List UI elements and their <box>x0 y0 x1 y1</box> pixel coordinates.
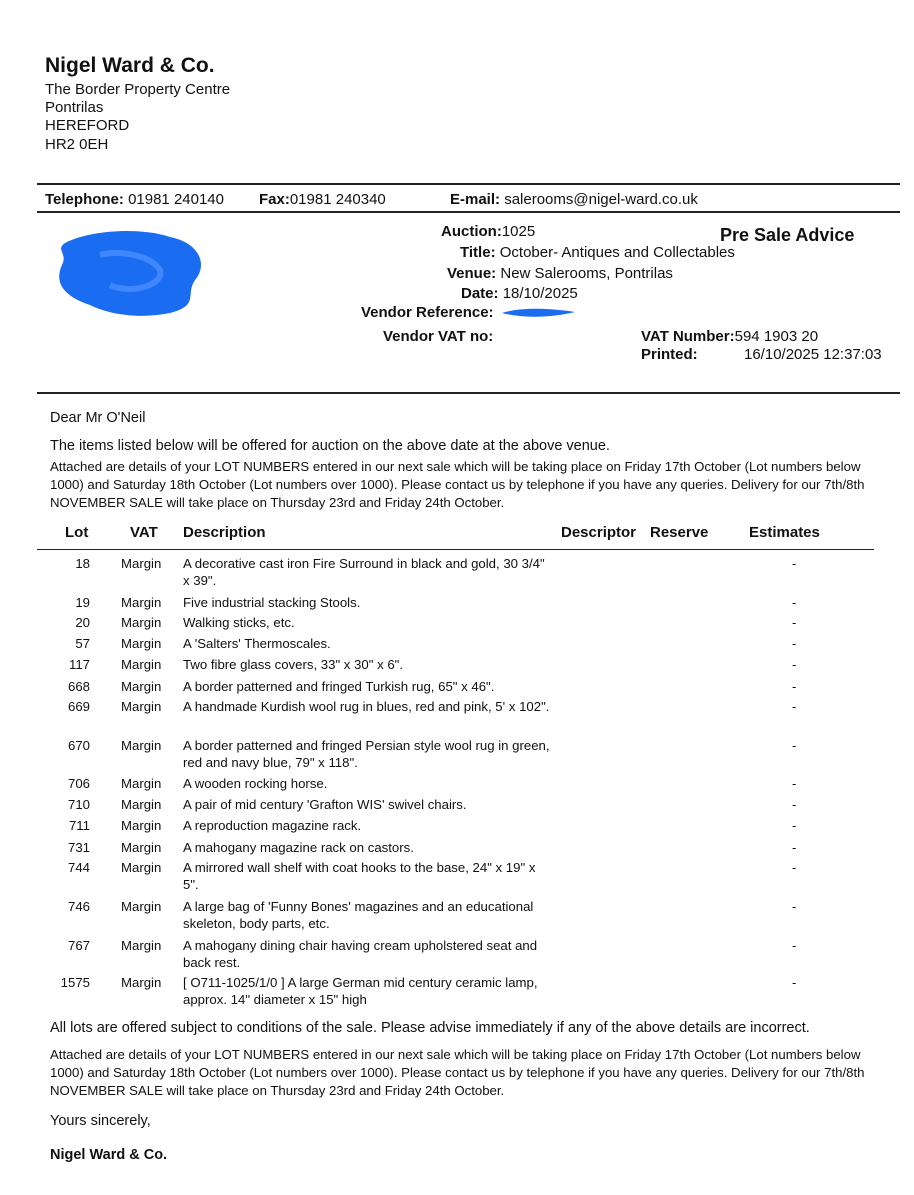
table-row <box>0 737 914 775</box>
vat-type: Margin <box>121 679 162 694</box>
venue-label: Venue: <box>447 265 497 282</box>
lot-description: A 'Salters' Thermoscales. <box>183 636 331 651</box>
header-divider <box>37 392 900 394</box>
vat-type: Margin <box>121 699 162 714</box>
top-divider <box>37 183 900 185</box>
table-row <box>0 817 914 839</box>
lot-number: 1575 <box>60 975 90 990</box>
lot-description: A border patterned and fringed Turkish rug, 65" x 46". <box>183 679 495 694</box>
vat-type: Margin <box>121 899 162 914</box>
lot-description: A mahogany magazine rack on castors. <box>183 840 414 855</box>
salutation: Dear Mr O'Neil <box>50 410 146 426</box>
lot-number: 117 <box>68 657 90 672</box>
vat-type: Margin <box>121 818 162 833</box>
vat-type: Margin <box>121 556 162 571</box>
lot-estimate: - <box>792 938 797 953</box>
vendor-reference-label: Vendor Reference: <box>361 304 494 321</box>
printed-value: 16/10/2025 12:37:03 <box>744 346 882 363</box>
lot-estimate: - <box>792 860 797 875</box>
lot-estimate: - <box>792 738 797 753</box>
vat-type: Margin <box>121 975 162 990</box>
lot-estimate: - <box>792 818 797 833</box>
lot-estimate: - <box>792 776 797 791</box>
lot-number: 669 <box>67 699 90 714</box>
lot-estimate: - <box>792 615 797 630</box>
venue <box>447 265 673 282</box>
document-title: Pre Sale Advice <box>720 225 855 245</box>
lot-description: A mirrored wall shelf with coat hooks to the base, 24" x 19" x 5". <box>183 860 536 892</box>
lot-description: Five industrial stacking Stools. <box>183 595 361 610</box>
sale-title-value: October- Antiques and Collectables <box>499 244 735 261</box>
vat-type: Margin <box>121 860 162 875</box>
date <box>461 285 578 302</box>
sale-title <box>460 244 735 261</box>
vat-type: Margin <box>121 595 162 610</box>
lot-number: 20 <box>75 615 90 630</box>
address-line-1: The Border Property Centre <box>45 81 231 98</box>
column-header-lot: Lot <box>65 524 89 541</box>
auction-value: 1025 <box>501 223 536 240</box>
date-value: 18/10/2025 <box>502 285 578 302</box>
table-row <box>0 796 914 817</box>
email-value: salerooms@nigel-ward.co.uk <box>504 191 698 208</box>
lot-description: Walking sticks, etc. <box>183 615 295 630</box>
closing: Yours sincerely, <box>50 1113 151 1129</box>
details-text: Attached are details of your LOT NUMBERS entered in our next sale which will be taking place on Friday 17th October (Lot numbers below 1000) and Saturday 18th October (Lot numbers over 1000). Please contact us by telephone if you have any queries. Delivery for our 7th/8th NOVEMBER SALE will take place on Thursday 23rd and Friday 24th October. <box>50 459 865 510</box>
lot-estimate: - <box>792 556 797 571</box>
address-line-3: HEREFORD <box>45 117 130 134</box>
lot-estimate: - <box>792 797 797 812</box>
lot-estimate: - <box>792 840 797 855</box>
vat-type: Margin <box>121 636 162 651</box>
lot-description: A border patterned and fringed Persian style wool rug in green, red and navy blue, 79" x 118". <box>183 738 550 770</box>
auction <box>441 223 535 240</box>
table-row <box>0 678 914 698</box>
lot-description: A reproduction magazine rack. <box>183 818 362 833</box>
intro-text: The items listed below will be offered for auction on the above date at the above venue. <box>50 438 610 454</box>
venue-value: New Salerooms, Pontrilas <box>500 265 673 282</box>
table-row <box>0 898 914 937</box>
table-row <box>0 698 914 737</box>
lot-estimate: - <box>792 679 797 694</box>
column-header-vat: VAT <box>130 524 158 541</box>
lot-description: A wooden rocking horse. <box>183 776 328 791</box>
vat-type: Margin <box>121 797 162 812</box>
table-row <box>0 839 914 859</box>
conditions-text: All lots are offered subject to conditions of the sale. Please advise immediately if any of the above details are incorrect. <box>50 1020 810 1036</box>
lot-estimate: - <box>792 899 797 914</box>
lot-number: 710 <box>67 797 90 812</box>
company-name: Nigel Ward & Co. <box>45 54 215 77</box>
vendor-vat-label: Vendor VAT no: <box>383 328 494 345</box>
lot-estimate: - <box>792 636 797 651</box>
vat-number <box>641 328 818 345</box>
lot-number: 767 <box>67 938 90 953</box>
vat-type: Margin <box>121 776 162 791</box>
date-label: Date: <box>461 285 499 302</box>
auction-label: Auction: <box>441 223 502 240</box>
lot-number: 731 <box>67 840 90 855</box>
vat-type: Margin <box>121 615 162 630</box>
lot-estimate: - <box>792 975 797 990</box>
vat-type: Margin <box>121 938 162 953</box>
lot-number: 19 <box>75 595 90 610</box>
email <box>450 191 698 208</box>
column-header-reserve: Reserve <box>650 524 709 541</box>
sale-title-label: Title: <box>460 244 496 261</box>
table-row <box>0 859 914 898</box>
email-label: E-mail: <box>450 191 501 208</box>
lot-number: 670 <box>67 738 90 753</box>
table-row <box>0 594 914 614</box>
table-row <box>0 614 914 635</box>
printed-label: Printed: <box>641 346 698 363</box>
lot-description: A large bag of 'Funny Bones' magazines and an educational skeleton, body parts, etc. <box>183 899 534 931</box>
vat-type: Margin <box>121 840 162 855</box>
lot-number: 706 <box>67 776 90 791</box>
lot-number: 18 <box>75 556 90 571</box>
footer-details-text: Attached are details of your LOT NUMBERS entered in our next sale which will be taking place on Friday 17th October (Lot numbers below 1000) and Saturday 18th October (Lot numbers over 1000). Please contact us by telephone if you have any queries. Delivery for our 7th/8th NOVEMBER SALE will take place on Thursday 23rd and Friday 24th October. <box>50 1047 865 1098</box>
vat-number-label: VAT Number: <box>641 328 735 345</box>
lot-number: 746 <box>67 899 90 914</box>
lot-number: 711 <box>68 818 90 833</box>
lot-description: A decorative cast iron Fire Surround in black and gold, 30 3/4" x 39". <box>183 556 545 588</box>
lot-number: 668 <box>67 679 90 694</box>
lot-description: Two fibre glass covers, 33" x 30" x 6". <box>183 657 404 672</box>
vat-type: Margin <box>121 657 162 672</box>
table-row <box>0 775 914 796</box>
telephone-value: 01981 240140 <box>128 191 224 208</box>
contact-divider <box>37 211 900 213</box>
address-line-4: HR2 0EH <box>45 136 109 153</box>
lot-description: A handmade Kurdish wool rug in blues, red and pink, 5' x 102". <box>183 699 550 714</box>
vendor-reference <box>361 304 494 321</box>
table-header-divider <box>37 549 874 550</box>
column-header-estimates: Estimates <box>749 524 820 541</box>
telephone-label: Telephone: <box>45 191 124 208</box>
table-row <box>0 937 914 974</box>
table-row <box>0 974 914 1012</box>
vendor-vat <box>383 328 493 345</box>
lot-estimate: - <box>792 657 797 672</box>
lot-number: 744 <box>67 860 90 875</box>
lot-estimate: - <box>792 595 797 610</box>
telephone <box>45 191 224 208</box>
lot-number: 57 <box>75 636 90 651</box>
lot-description: A mahogany dining chair having cream upholstered seat and back rest. <box>183 938 538 970</box>
column-header-description: Description <box>183 524 266 541</box>
table-row <box>0 635 914 656</box>
fax-value: 01981 240340 <box>289 191 386 208</box>
redacted-vendor-reference <box>500 305 578 321</box>
vat-number-value: 594 1903 20 <box>734 328 819 345</box>
lot-estimate: - <box>792 699 797 714</box>
lot-description: A pair of mid century 'Grafton WIS' swivel chairs. <box>183 797 467 812</box>
column-header-descriptor: Descriptor <box>561 524 637 541</box>
lots-table <box>0 555 914 1012</box>
lot-description: [ O711-1025/1/0 ] A large German mid century ceramic lamp, approx. 14" diameter x 15" high <box>183 975 538 1007</box>
table-row <box>0 555 914 594</box>
signature: Nigel Ward & Co. <box>50 1147 168 1163</box>
table-row <box>0 656 914 678</box>
redacted-vendor-address <box>50 225 210 320</box>
address-line-2: Pontrilas <box>45 99 104 116</box>
fax <box>259 191 386 208</box>
vat-type: Margin <box>121 738 162 753</box>
fax-label: Fax: <box>259 191 290 208</box>
